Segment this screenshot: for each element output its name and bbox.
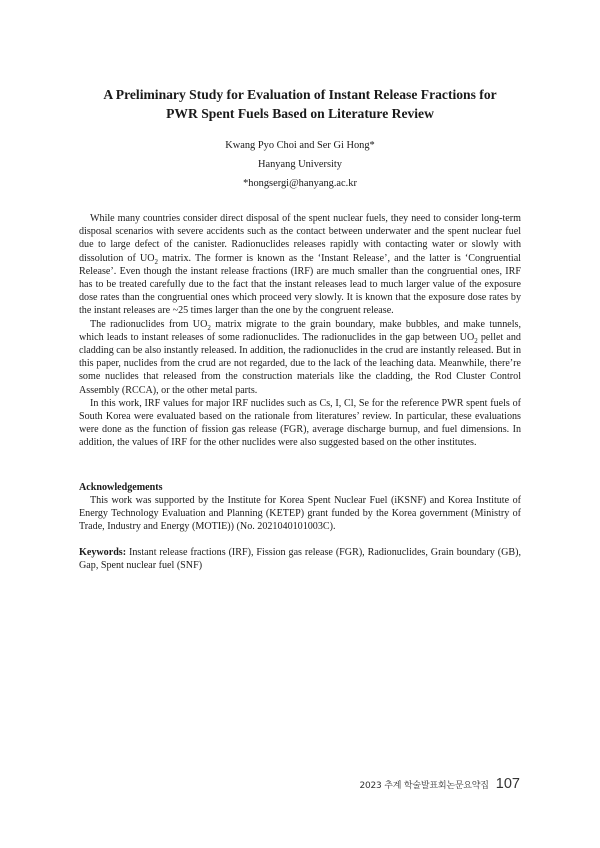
corresponding-email: *hongsergi@hanyang.ac.kr (243, 178, 357, 189)
p2-sub-2: 2 (474, 336, 478, 345)
p2-text-c: pellet and cladding can be also instantly released. In addition, the radionuclides in the crud are instantly released. But in this paper, nuclides from the crud are not regarded, due to the lack of the leaching data. Meanwhile, there’re some nuclides that released from the construction materials like the cladding, the Rod Cluster Control Assembly (RCCA), or the other metal parts. (79, 331, 521, 396)
p1-text-b: matrix. The former is known as the ‘Instant Release’, and the latter is ‘Congruential Release’. Even though the instant release fractions (IRF) are much smaller than the congruential ones, IRF has to be treated carefully due to the fact that the instant releases lead to much larger value of the exposure dose rates than the congruential ones which proceed very slowly. It is known that the exposure dose rates by the instant releases are ~25 times larger than the one by the congruent release. (79, 252, 521, 317)
paragraph-1 (79, 212, 521, 318)
acknowledgements-section (79, 494, 521, 534)
p2-text-b: matrix migrate to the grain boundary, make bubbles, and make tunnels, which leads to instant releases of some radionuclides. The radionuclides in the gap between UO (79, 318, 522, 343)
keywords-section (79, 546, 521, 572)
affiliation: Hanyang University (258, 159, 342, 170)
keywords-label: Keywords: (79, 547, 127, 558)
paragraph-3: In this work, IRF values for major IRF nuclides such as Cs, I, Cl, Se for the reference PWR spent fuels of South Korea were evaluated based on the rationale from literatures’ review. In particular, these evaluations were done as the function of fission gas release (FGR), average discharge burnup, and fuel dimensions. In addition, the values of IRF for the other nuclides were also suggested based on the other institutes. (79, 397, 521, 449)
p1-text-a: While many countries consider direct disposal of the spent nuclear fuels, they need to consider long-term disposal scenarios with severe accidents such as the contact between underwater and the spent nuclear fuel due to large defect of the canister. Radionuclides releases rapidly with contacting water or slowly with dissolution of UO (79, 213, 521, 264)
abstract-body (79, 212, 521, 450)
footer-proceedings-title: 2023 추계 학술발표회논문요약집 (359, 781, 489, 791)
p2-sub-1: 2 (207, 323, 211, 332)
acknowledgements-text: This work was supported by the Institute for Korea Spent Nuclear Fuel (iKSNF) and Korea Institute of Energy Technology Evaluation and Planning (KETEP) grant funded by the Korea government (Ministry of Trade, Industry and Energy (MOTIE)) (No. 2021040101003C). (79, 495, 521, 533)
p1-sub: 2 (154, 257, 159, 266)
acknowledgements-heading: Acknowledgements (79, 482, 163, 493)
paper-title (60, 85, 540, 123)
authors: Kwang Pyo Choi and Ser Gi Hong* (225, 140, 375, 151)
p2-text-a: The radionuclides from UO (90, 318, 208, 330)
paragraph-2 (79, 318, 521, 397)
title-line-1: A Preliminary Study for Evaluation of Instant Release Fractions for (103, 87, 497, 102)
keywords-text: Instant release fractions (IRF), Fission gas release (FGR), Radionuclides, Grain boundary (GB), Gap, Spent nuclear fuel (SNF) (79, 547, 521, 572)
page-footer (359, 776, 520, 792)
title-line-2: PWR Spent Fuels Based on Literature Review (166, 106, 434, 121)
page-number: 107 (495, 776, 520, 792)
